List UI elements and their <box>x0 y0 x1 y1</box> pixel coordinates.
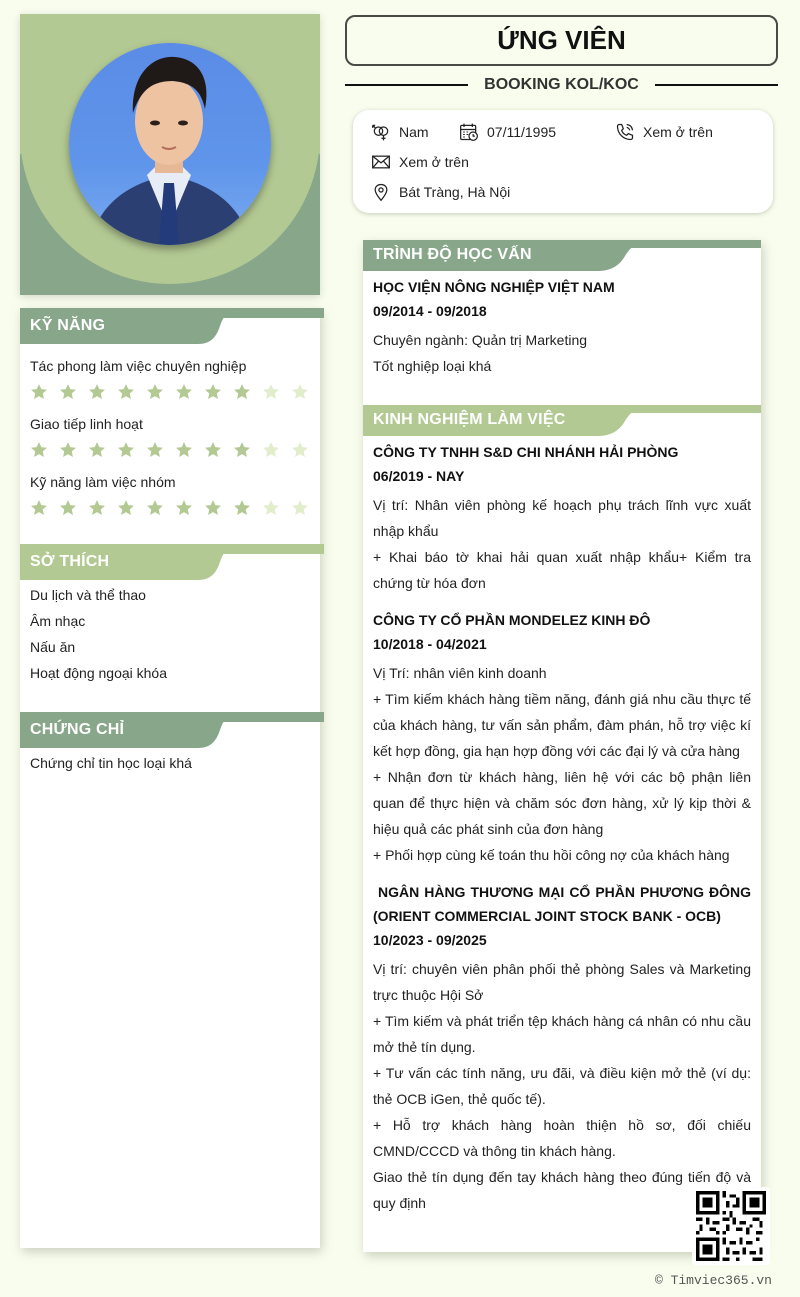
person-photo-icon <box>69 43 271 245</box>
divider <box>345 84 468 86</box>
experience-period: 06/2019 - NAY <box>373 468 465 484</box>
education-section <box>363 240 761 379</box>
experience-title: KINH NGHIỆM LÀM VIỆC <box>373 411 566 428</box>
star-filled-icon <box>58 440 78 460</box>
experience-detail: + Tư vấn các tính năng, ưu đãi, và điều kiện mở thẻ (ví dụ: thẻ OCB iGen, thẻ quốc tế). <box>373 1065 751 1107</box>
hobby-item: Âm nhạc <box>30 613 86 629</box>
star-filled-icon <box>174 382 194 402</box>
gender-icon <box>371 122 391 142</box>
skill-rating <box>29 382 320 402</box>
left-panel <box>20 308 320 1248</box>
education-detail: Tốt nghiệp loại khá <box>373 358 492 374</box>
school-name: HỌC VIỆN NÔNG NGHIỆP VIỆT NAM <box>373 279 615 295</box>
education-header <box>363 240 761 271</box>
skill-rating <box>29 498 320 518</box>
skill-name: Tác phong làm việc chuyên nghiệp <box>30 358 247 374</box>
experience-detail: Vị Trí: nhân viên kinh doanh <box>373 665 547 681</box>
hobby-item: Du lịch và thể thao <box>30 587 146 603</box>
star-empty-icon <box>290 498 310 518</box>
avatar-frame <box>20 14 320 295</box>
star-empty-icon <box>290 440 310 460</box>
skill-name: Giao tiếp linh hoạt <box>30 416 143 432</box>
avatar <box>69 43 271 245</box>
star-filled-icon <box>145 498 165 518</box>
education-title: TRÌNH ĐỘ HỌC VẤN <box>373 246 532 263</box>
experience-entry <box>363 880 761 1216</box>
star-filled-icon <box>29 382 49 402</box>
qr-code[interactable] <box>692 1187 770 1265</box>
skills-title: KỸ NĂNG <box>30 317 106 334</box>
education-period: 09/2014 - 09/2018 <box>373 303 487 319</box>
email-icon <box>371 152 391 172</box>
certificates-header <box>20 712 320 748</box>
job-title: BOOKING KOL/KOC <box>484 76 639 93</box>
hobby-item: Nấu ăn <box>30 639 76 655</box>
candidate-name: ỨNG VIÊN <box>345 15 778 66</box>
star-filled-icon <box>145 382 165 402</box>
star-filled-icon <box>203 440 223 460</box>
experience-detail: + Tìm kiếm và phát triển tệp khách hàng cá nhân có nhu cầu mở thẻ tín dụng. <box>373 1013 751 1055</box>
contact-address: Bát Tràng, Hà Nội <box>371 182 510 202</box>
star-filled-icon <box>232 382 252 402</box>
company-name: NGÂN HÀNG THƯƠNG MẠI CỔ PHẦN PHƯƠNG ĐÔNG (ORIENT COMMERCIAL JOINT STOCK BANK - OCB) <box>373 884 755 924</box>
experience-detail: + Phối hợp cùng kế toán thu hồi công nợ của khách hàng <box>373 847 730 863</box>
job-title-row <box>345 74 778 96</box>
star-filled-icon <box>58 498 78 518</box>
star-filled-icon <box>232 498 252 518</box>
certificates-title: CHỨNG CHỈ <box>30 721 125 738</box>
skills-section <box>20 308 320 518</box>
company-name: CÔNG TY CỔ PHẦN MONDELEZ KINH ĐÔ <box>373 612 651 628</box>
skills-header <box>20 308 320 344</box>
star-empty-icon <box>261 382 281 402</box>
star-filled-icon <box>87 440 107 460</box>
experience-entry <box>363 440 761 596</box>
contact-email: Xem ở trên <box>371 152 469 172</box>
star-filled-icon <box>203 382 223 402</box>
certificate-item: Chứng chỉ tin học loại khá <box>30 755 192 771</box>
experience-detail: + Hỗ trợ khách hàng hoàn thiện hồ sơ, đối chiếu CMND/CCCD và thông tin khách hàng. <box>373 1117 751 1159</box>
company-name: CÔNG TY TNHH S&D CHI NHÁNH HẢI PHÒNG <box>373 444 679 460</box>
star-filled-icon <box>29 498 49 518</box>
star-filled-icon <box>116 498 136 518</box>
location-pin-icon <box>371 182 391 202</box>
experience-entry <box>363 608 761 868</box>
star-filled-icon <box>174 498 194 518</box>
experience-header <box>363 405 761 436</box>
certificates-section <box>20 712 320 776</box>
star-filled-icon <box>116 440 136 460</box>
hobbies-title: SỞ THÍCH <box>30 553 110 570</box>
skill-rating <box>29 440 320 460</box>
experience-section <box>363 405 761 1216</box>
right-panel <box>363 240 761 1252</box>
calendar-icon <box>459 122 479 142</box>
experience-period: 10/2023 - 09/2025 <box>373 932 487 948</box>
divider <box>655 84 778 86</box>
skill-name: Kỹ năng làm việc nhóm <box>30 474 176 490</box>
education-detail: Chuyên ngành: Quản trị Marketing <box>373 332 588 348</box>
qr-code-icon <box>696 1191 766 1261</box>
star-empty-icon <box>261 498 281 518</box>
star-filled-icon <box>29 440 49 460</box>
star-filled-icon <box>58 382 78 402</box>
copyright[interactable]: © Timviec365.vn <box>654 1273 772 1288</box>
star-filled-icon <box>87 498 107 518</box>
contact-gender: Nam <box>371 122 429 142</box>
star-empty-icon <box>261 440 281 460</box>
star-filled-icon <box>87 382 107 402</box>
experience-period: 10/2018 - 04/2021 <box>373 636 487 652</box>
experience-detail: Vị trí: Nhân viên phòng kế hoạch phụ trách lĩnh vực xuất nhập khẩu <box>373 497 751 539</box>
hobbies-header <box>20 544 320 580</box>
star-filled-icon <box>116 382 136 402</box>
star-filled-icon <box>145 440 165 460</box>
experience-detail: Vị trí: chuyên viên phân phối thẻ phòng Sales và Marketing trực thuộc Hội Sở <box>373 961 751 1003</box>
experience-detail: + Tìm kiếm khách hàng tiềm năng, đánh giá nhu cầu thực tế của khách hàng, tư vấn sản phẩm, đàm phán, hỗ trợ việc kí kết hợp đồng, gia hạn hợp đồng với các đại lý và cửa hàng <box>373 691 751 759</box>
star-filled-icon <box>232 440 252 460</box>
experience-detail: Giao thẻ tín dụng đến tay khách hàng theo đúng tiến độ và quy định <box>373 1169 751 1211</box>
education-entry <box>363 275 761 379</box>
hobbies-section <box>20 544 320 686</box>
star-filled-icon <box>203 498 223 518</box>
hobby-item: Hoạt động ngoại khóa <box>30 665 167 681</box>
phone-icon <box>615 122 635 142</box>
star-filled-icon <box>174 440 194 460</box>
star-empty-icon <box>290 382 310 402</box>
contact-card <box>353 110 773 213</box>
experience-detail: + Nhận đơn từ khách hàng, liên hệ với các bộ phận liên quan để thực hiện và chăm sóc đơn hàng, xử lý kịp thời & hiệu quả các phát sinh của đơn hàng <box>373 769 751 837</box>
contact-birthday: 07/11/1995 <box>459 122 556 142</box>
experience-detail: + Khai báo tờ khai hải quan xuất nhập khẩu+ Kiểm tra chứng từ hóa đơn <box>373 549 751 591</box>
contact-phone: Xem ở trên <box>615 122 713 142</box>
